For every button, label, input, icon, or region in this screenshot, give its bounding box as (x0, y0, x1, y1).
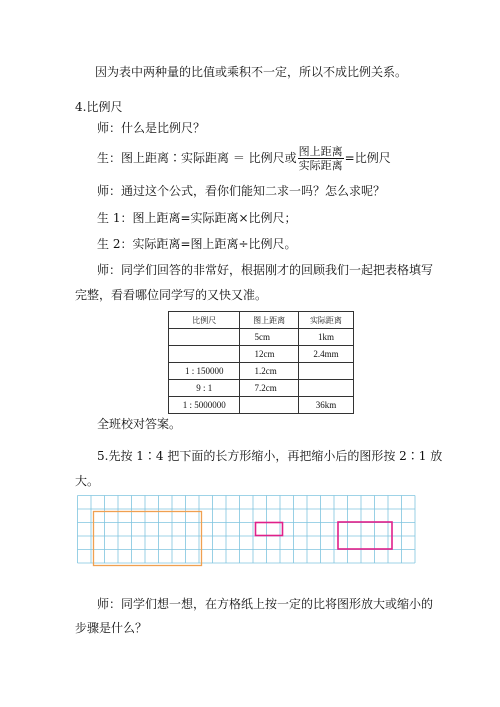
formula-fraction (298, 145, 344, 172)
table-cell (240, 397, 298, 414)
enlarged-rectangle (338, 522, 392, 549)
table-cell: 2.4mm (298, 346, 353, 363)
paragraph-conclusion: 因为表中两种量的比值或乘积不一定，所以不成比例关系。 (95, 65, 408, 79)
table-cell: 36km (298, 397, 353, 414)
student-1-answer: 生 1：图上距离=实际距离×比例尺； (97, 211, 297, 225)
table-header-cell: 图上距离 (240, 312, 298, 329)
fraction-numerator: 图上距离 (298, 145, 343, 158)
table-cell: 12cm (240, 346, 298, 363)
section-heading-scale: 4.比例尺 (75, 100, 123, 114)
reduced-rectangle (256, 523, 283, 536)
teacher-instruction-line1: 师：同学们回答的非常好，根据刚才的回顾我们一起把表格填写 (97, 263, 434, 277)
table-cell: 5cm (240, 329, 298, 346)
teacher-question: 师：什么是比例尺？ (97, 121, 206, 135)
table-header-cell: 实际距离 (298, 312, 353, 329)
table-cell (298, 380, 353, 397)
table-cell (169, 346, 240, 363)
table-cell: 9 : 1 (169, 380, 240, 397)
table-cell (298, 363, 353, 380)
student-2-answer: 生 2：实际距离=图上距离÷比例尺。 (97, 237, 297, 251)
scale-table (168, 311, 354, 414)
table-cell: 1.2cm (240, 363, 298, 380)
teacher-prompt: 师：通过这个公式，看你们能知二求一吗？怎么求呢？ (97, 184, 386, 198)
teacher-question-line1: 师：同学们想一想，在方格纸上按一定的比将图形放大或缩小的 (97, 597, 434, 611)
grid-lines (78, 496, 416, 564)
teacher-instruction-line2: 完整，看看哪位同学写的又快又准。 (75, 288, 268, 302)
exercise-5-line2: 大。 (75, 474, 100, 488)
table-row (169, 346, 354, 363)
exercise-5-line1: 5.先按 1∶4 把下面的长方形缩小，再把缩小后的图形按 2∶1 放 (97, 449, 443, 463)
table-cell: 1 : 150000 (169, 363, 240, 380)
table-cell: 1km (298, 329, 353, 346)
class-check-answers: 全班校对答案。 (97, 417, 182, 431)
fraction-denominator: 实际距离 (298, 159, 343, 172)
formula-prefix: 生：图上距离∶实际距离 ＝ 比例尺或 (97, 151, 297, 165)
formula-suffix: =比例尺 (344, 151, 391, 165)
student-formula-line (97, 143, 391, 173)
table-row (169, 380, 354, 397)
table-row (169, 329, 354, 346)
table-cell (169, 329, 240, 346)
table-row (169, 397, 354, 414)
table-cell: 7.2cm (240, 380, 298, 397)
table-header-row (169, 312, 354, 329)
table-cell: 1 : 5000000 (169, 397, 240, 414)
teacher-question-line2: 步骤是什么？ (75, 621, 148, 635)
square-grid-figure (77, 495, 423, 570)
table-header-cell: 比例尺 (169, 312, 240, 329)
table-row (169, 363, 354, 380)
